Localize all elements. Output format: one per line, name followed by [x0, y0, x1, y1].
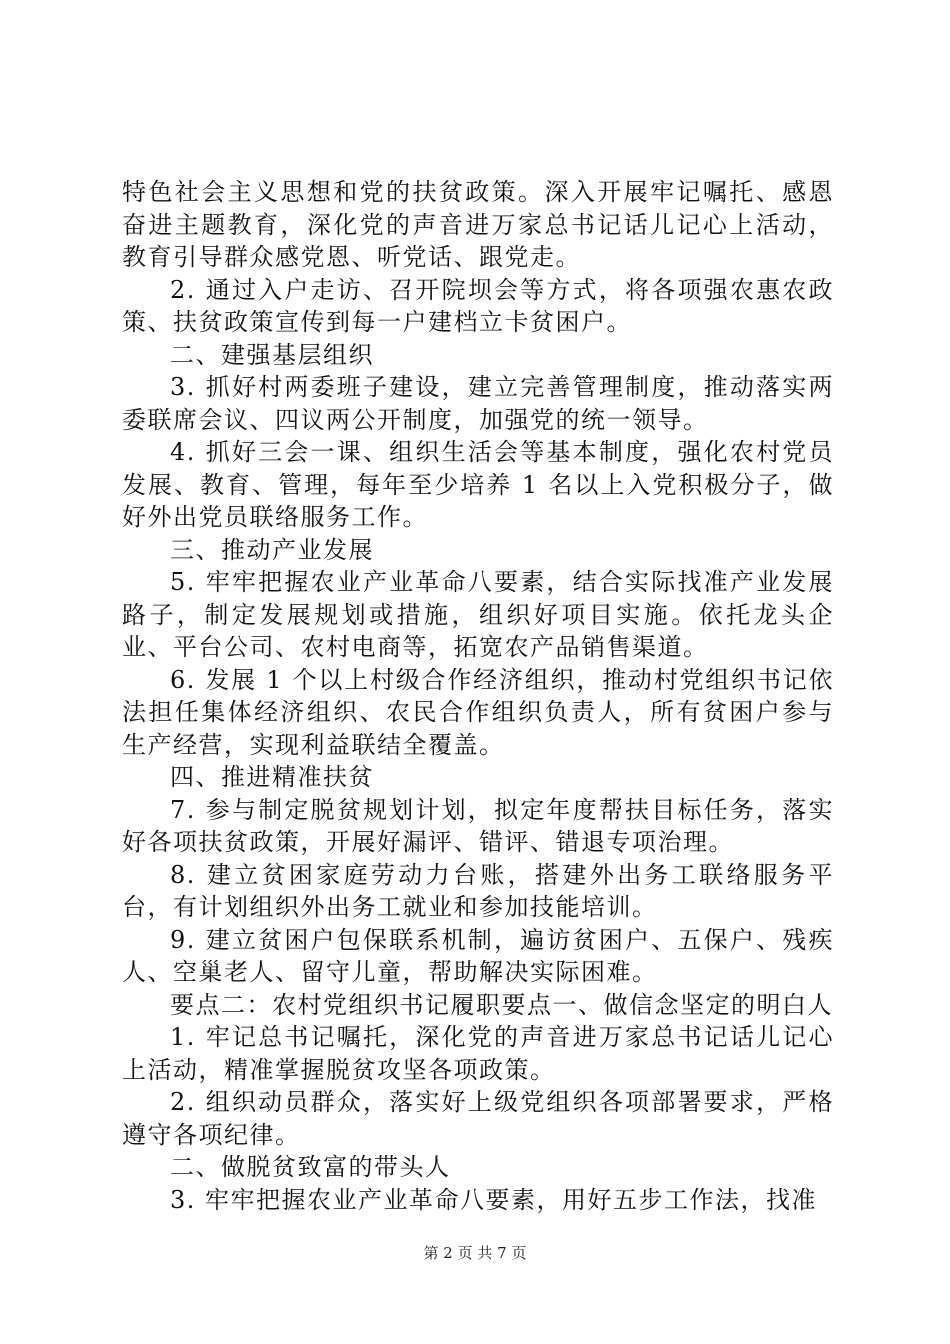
section-heading-3: 三、推动产业发展	[170, 535, 374, 564]
section-heading-2: 二、建强基层组织	[170, 340, 374, 369]
section-heading-4: 四、推进精准扶贫	[170, 763, 374, 791]
paragraph-5: 5. 牢牢把握农业产业革命八要素，结合实际找准产业发展路子，制定发展规划或措施，组织好项目实施。依托龙头企业、平台公司、农村电商等，拓宽农产品销售渠道。	[122, 568, 834, 661]
page-footer: 第 2 页 共 7 页	[423, 1244, 527, 1262]
paragraph-7: 7. 参与制定脱贫规划计划，拟定年度帮扶目标任务，落实好各项扶贫政策，开展好漏评、错评、错退专项治理。	[122, 795, 834, 856]
paragraph-3: 3. 抓好村两委班子建设，建立完善管理制度，推动落实两委联席会议、四议两公开制度，加强党的统一领导。	[122, 373, 834, 434]
paragraph-10: 1. 牢记总书记嘱托，深化党的声音进万家总书记话儿记心上活动，精准掌握脱贫攻坚各项政策。	[122, 1023, 834, 1084]
paragraph-8: 8. 建立贫困家庭劳动力台账，搭建外出务工联络服务平台，有计划组织外出务工就业和参加技能培训。	[122, 860, 834, 921]
paragraph-4: 4. 抓好三会一课、组织生活会等基本制度，强化农村党员发展、教育、管理，每年至少培养 1 名以上入党积极分子，做好外出党员联络服务工作。	[122, 438, 834, 531]
section-heading-5: 二、做脱贫致富的带头人	[170, 1153, 451, 1181]
paragraph-6: 6. 发展 1 个以上村级合作经济组织，推动村党组织书记依法担任集体经济组织、农民合作组织负责人，所有贫困户参与生产经营，实现利益联结全覆盖。	[122, 665, 834, 759]
paragraph-1: 特色社会主义思想和党的扶贫政策。深入开展牢记嘱托、感恩奋进主题教育，深化党的声音进万家总书记话儿记心上活动，教育引导群众感党恩、听党话、跟党走。	[122, 178, 834, 271]
paragraph-2: 2. 通过入户走访、召开院坝会等方式，将各项强农惠农政策、扶贫政策宣传到每一户建档立卡贫困户。	[122, 275, 834, 336]
paragraph-12: 3. 牢牢把握农业产业革命八要素，用好五步工作法，找准	[170, 1185, 818, 1214]
document-body	[122, 176, 834, 1216]
paragraph-11: 2. 组织动员群众，落实好上级党组织各项部署要求，严格遵守各项纪律。	[122, 1088, 834, 1149]
paragraph-9: 9. 建立贫困户包保联系机制，遍访贫困户、五保户、残疾人、空巢老人、留守儿童，帮助解决实际困难。	[122, 925, 834, 986]
key-point-2-heading: 要点二：农村党组织书记履职要点一、做信念坚定的明白人	[170, 990, 833, 1019]
